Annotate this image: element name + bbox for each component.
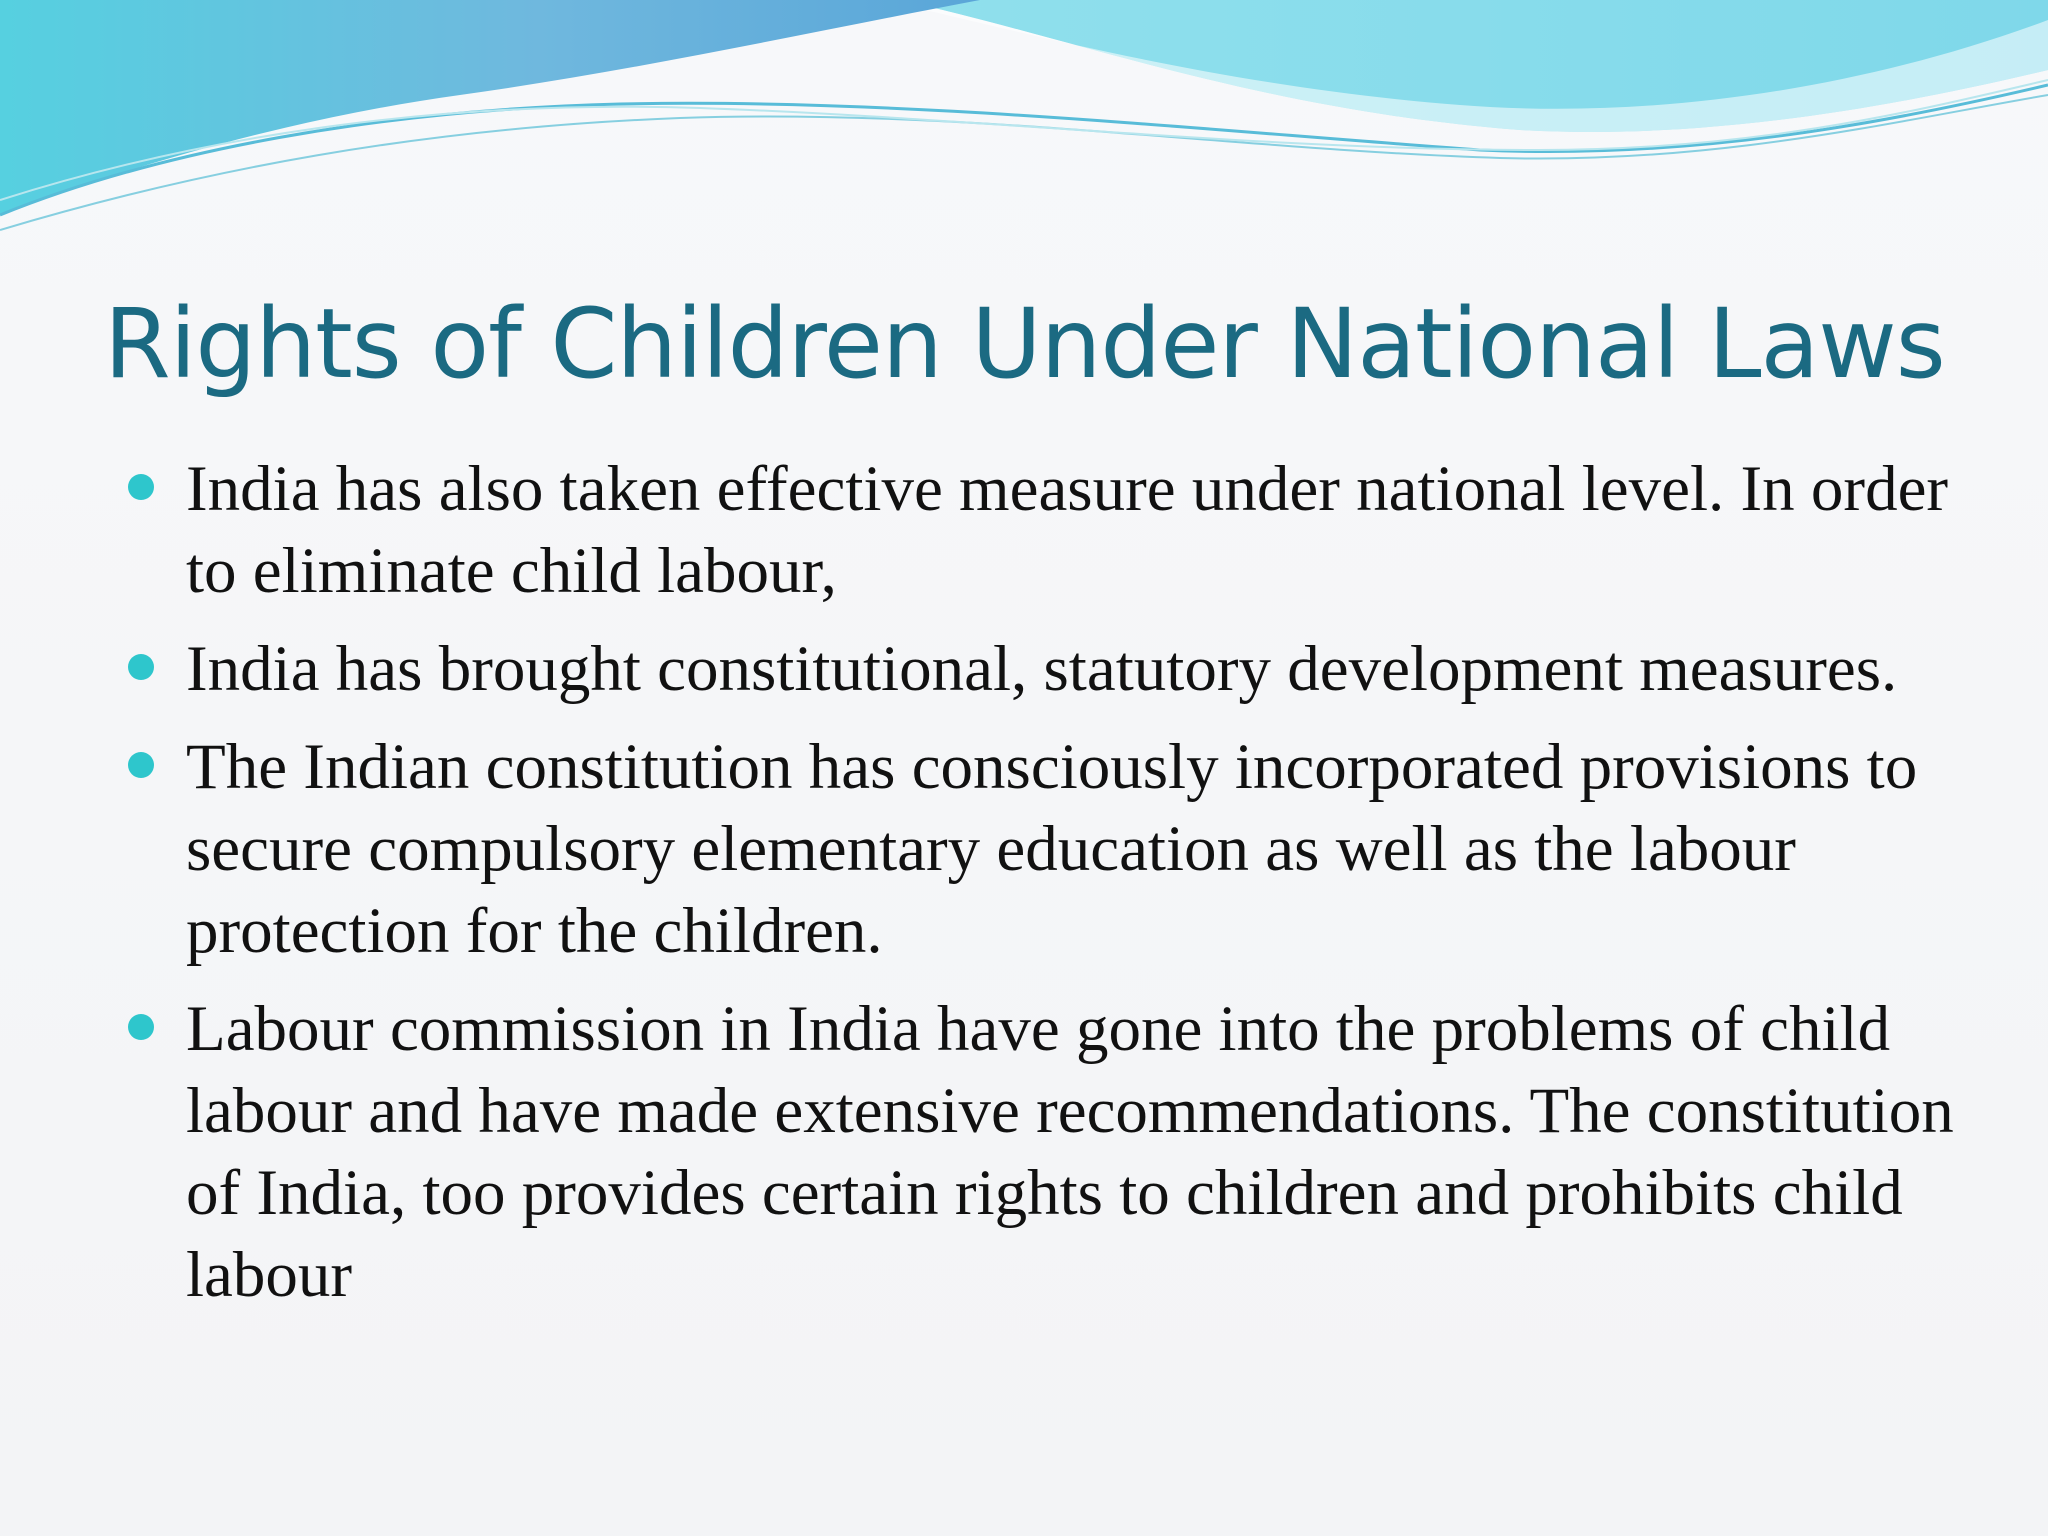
bullet-item bbox=[128, 628, 1958, 710]
bullet-text: India has brought constitutional, statutory development measures. bbox=[186, 633, 1898, 705]
slide-title: Rights of Children Under National Laws bbox=[104, 288, 1945, 400]
bullet-dot-icon bbox=[128, 474, 154, 500]
bullet-item bbox=[128, 988, 1958, 1316]
bullet-text: Labour commission in India have gone into the problems of child labour and have made extensive recommendations. The constitution of India, too provides certain rights to children and prohibits child labour bbox=[186, 993, 1954, 1311]
bullet-item bbox=[128, 448, 1958, 612]
header-wave-decoration bbox=[0, 0, 2048, 240]
bullet-list bbox=[128, 448, 1958, 1332]
bullet-dot-icon bbox=[128, 1014, 154, 1040]
bullet-text: India has also taken effective measure under national level. In order to eliminate child labour, bbox=[186, 453, 1949, 607]
bullet-text: The Indian constitution has consciously incorporated provisions to secure compulsory elementary education as well as the labour protection for the children. bbox=[186, 731, 1918, 967]
bullet-dot-icon bbox=[128, 752, 154, 778]
bullet-dot-icon bbox=[128, 654, 154, 680]
bullet-item bbox=[128, 726, 1958, 972]
